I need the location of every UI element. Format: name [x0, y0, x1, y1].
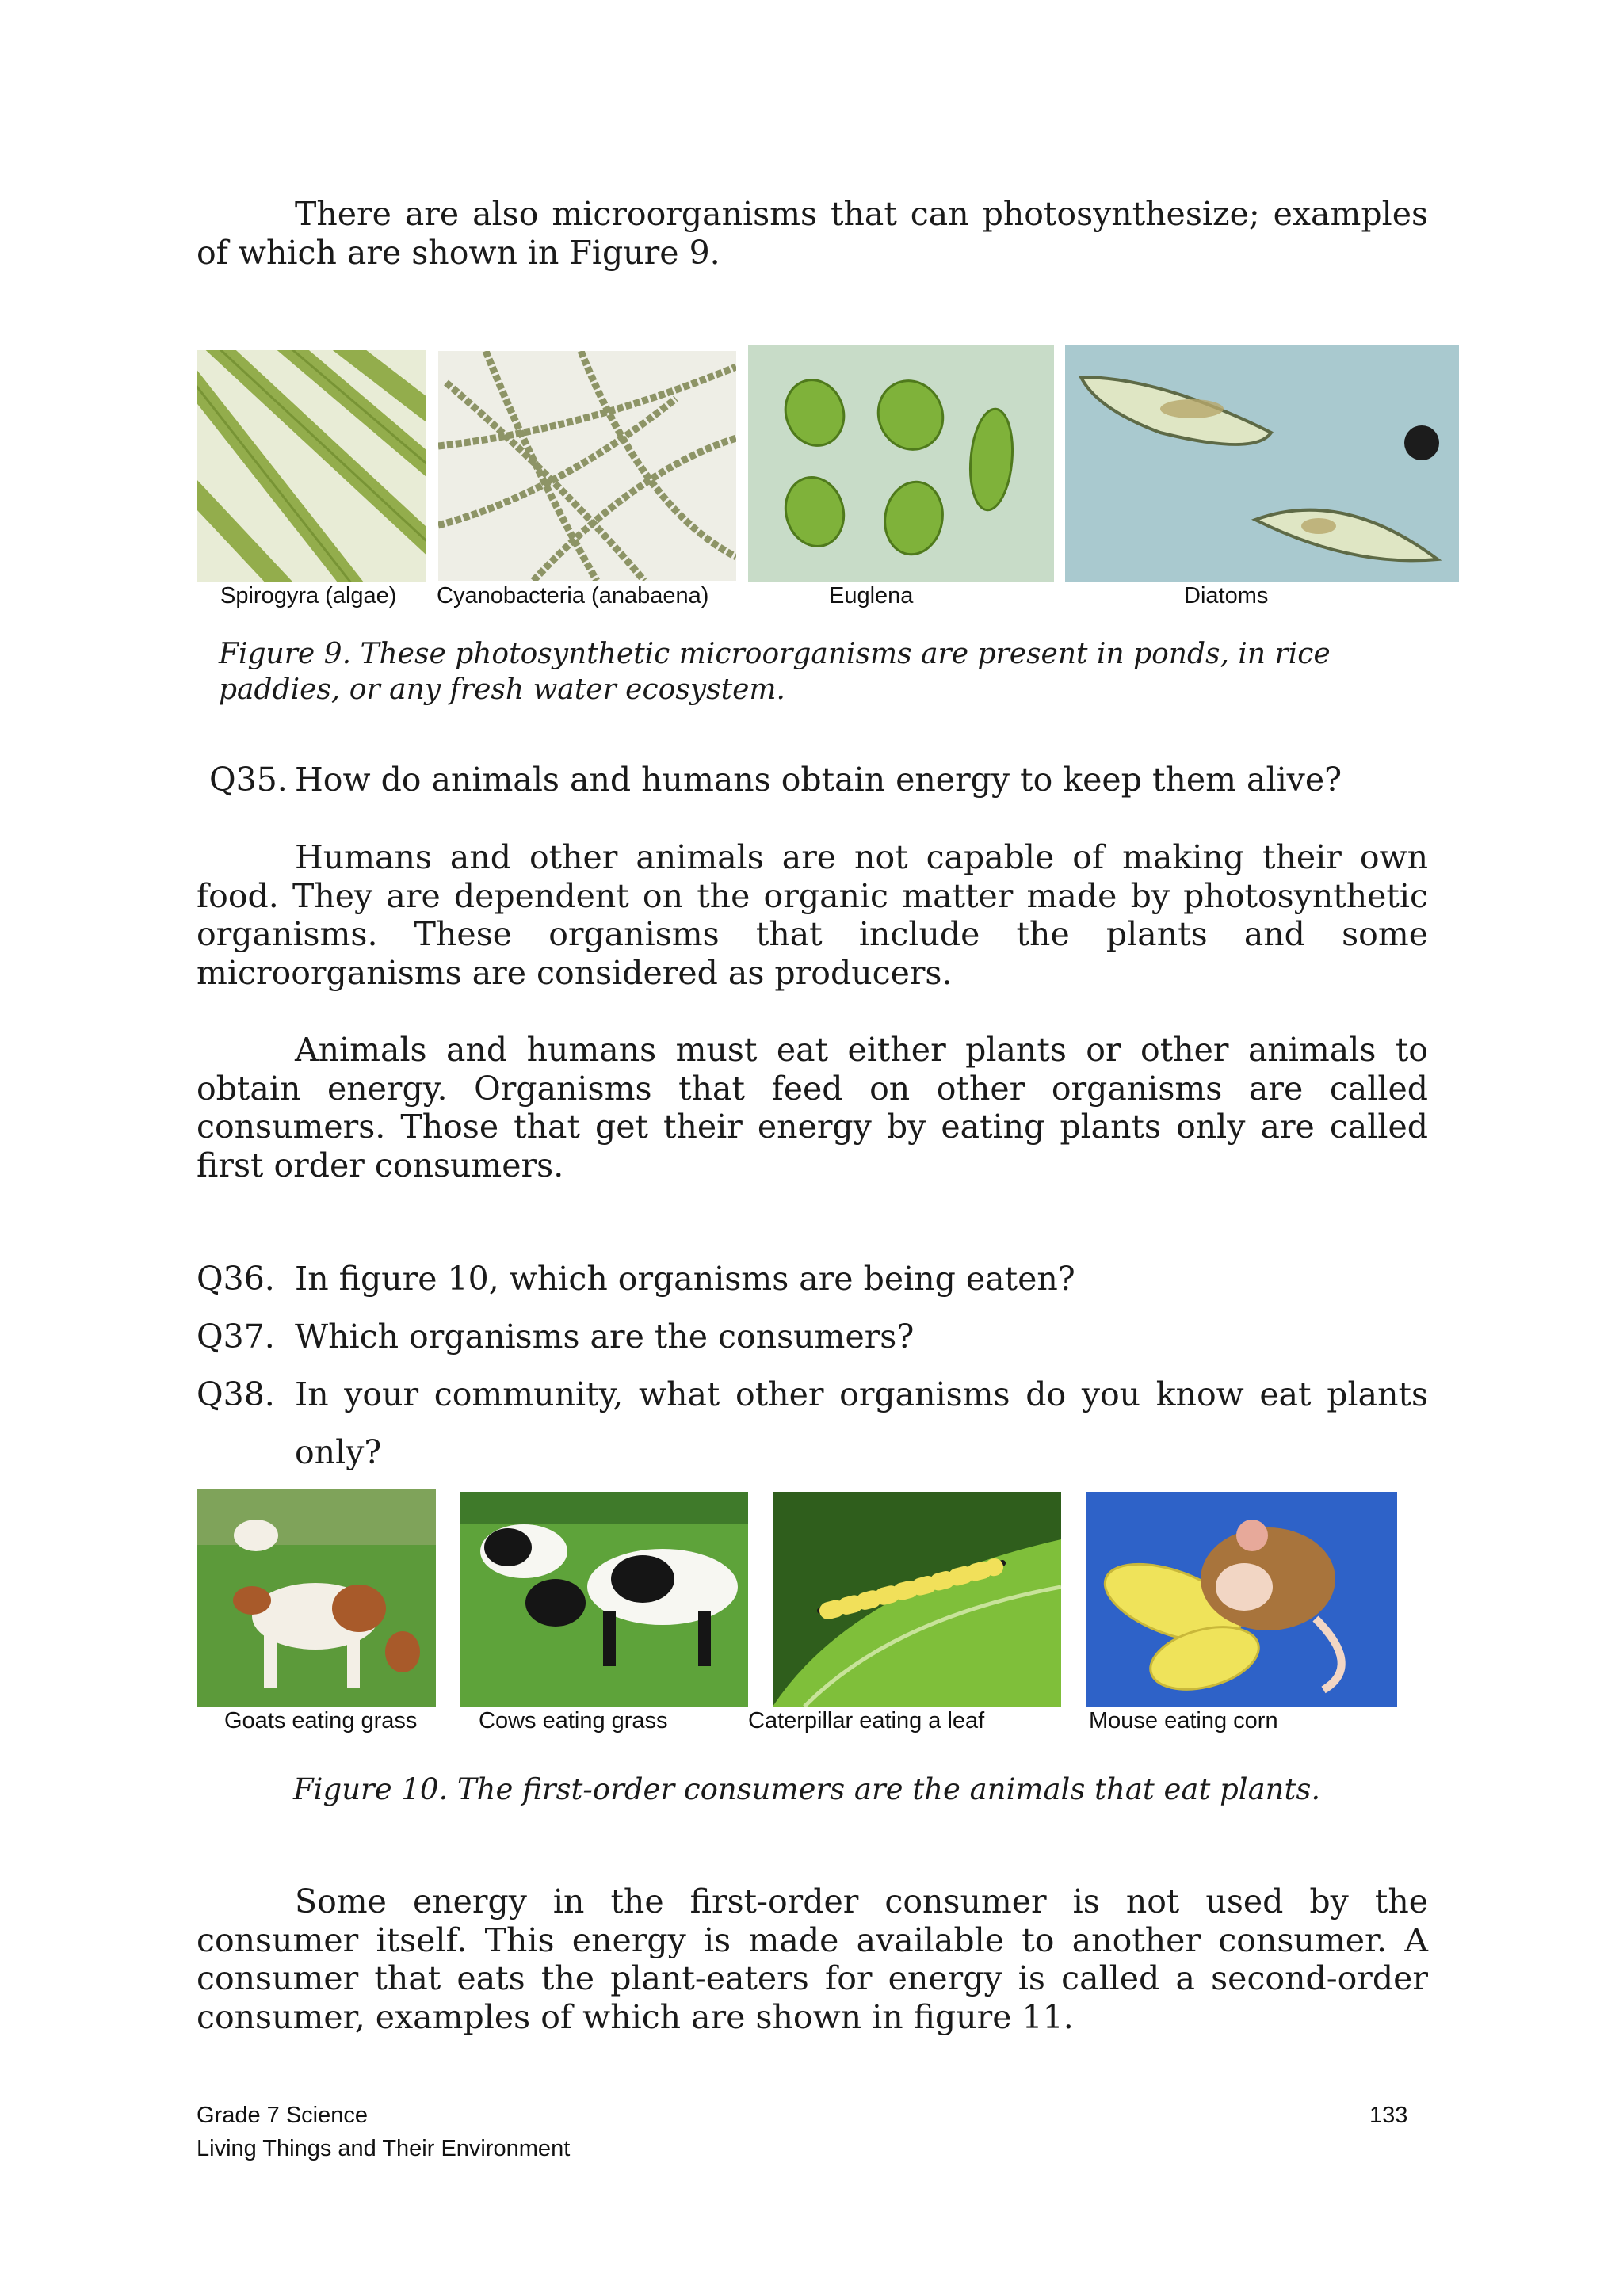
producers-paragraph: Humans and other animals are not capable of making their own food. They are dependent on the organic matter made by photosynthetic organisms. These organisms that include the plants and some microorganisms are considered as producers.: [197, 838, 1428, 992]
second-order-paragraph: Some energy in the first-order consumer is not used by the consumer itself. This energy is made available to another consumer. A consumer that eats the plant-eaters for energy is called a second-order consumer, examples of which are shown in figure 11.: [197, 1882, 1428, 2036]
footer-module: Living Things and Their Environment: [197, 2136, 571, 2161]
caterpillar-label: Caterpillar eating a leaf: [748, 1708, 985, 1733]
cows-label: Cows eating grass: [479, 1708, 668, 1733]
consumers-paragraph: Animals and humans must eat either plants or other animals to obtain energy. Organisms that feed on other organisms are called consumers. Those that get their energy by eating plants only are called first order consumers.: [197, 1031, 1428, 1184]
euglena-label: Euglena: [829, 583, 914, 608]
question-text: In figure 10, which organisms are being eaten?: [295, 1260, 1075, 1298]
question-number: Q37.: [197, 1318, 275, 1356]
goats-label: Goats eating grass: [224, 1708, 418, 1733]
cyanobacteria-image: [438, 351, 736, 581]
figure-9-caption: Figure 9. These photosynthetic microorganisms are present in ponds, in rice paddies, or any fresh water ecosystem.: [219, 638, 1331, 706]
goats-image: [197, 1489, 436, 1707]
question-35: [209, 761, 1430, 799]
question-37: [197, 1308, 1428, 1366]
question-36: [197, 1250, 1428, 1308]
page-number: 133: [1369, 2103, 1408, 2128]
euglena-image: [748, 345, 1054, 582]
cows-image: [460, 1492, 748, 1707]
question-number: Q35.: [209, 761, 288, 799]
footer-subject: Grade 7 Science: [197, 2103, 369, 2128]
mouse-image: [1086, 1492, 1397, 1707]
spirogyra-image: [197, 350, 426, 582]
intro-paragraph: There are also microorganisms that can photosynthesize; examples of which are shown in Figure 9.: [197, 195, 1428, 272]
question-number: Q36.: [197, 1260, 275, 1298]
mouse-label: Mouse eating corn: [1089, 1708, 1278, 1733]
spirogyra-label: Spirogyra (algae): [220, 583, 397, 608]
figure-10-caption: Figure 10. The first-order consumers are the animals that eat plants.: [293, 1772, 1321, 1806]
question-38: [197, 1366, 1428, 1482]
diatoms-image: [1065, 345, 1459, 582]
cyanobacteria-label: Cyanobacteria (anabaena): [437, 583, 709, 608]
caterpillar-image: [773, 1492, 1061, 1707]
diatoms-label: Diatoms: [1184, 583, 1269, 608]
question-number: Q38.: [197, 1375, 275, 1413]
question-text: Which organisms are the consumers?: [295, 1318, 915, 1356]
question-text: How do animals and humans obtain energy to keep them alive?: [295, 761, 1342, 799]
question-text: In your community, what other organisms do you know eat plants only?: [295, 1375, 1428, 1471]
